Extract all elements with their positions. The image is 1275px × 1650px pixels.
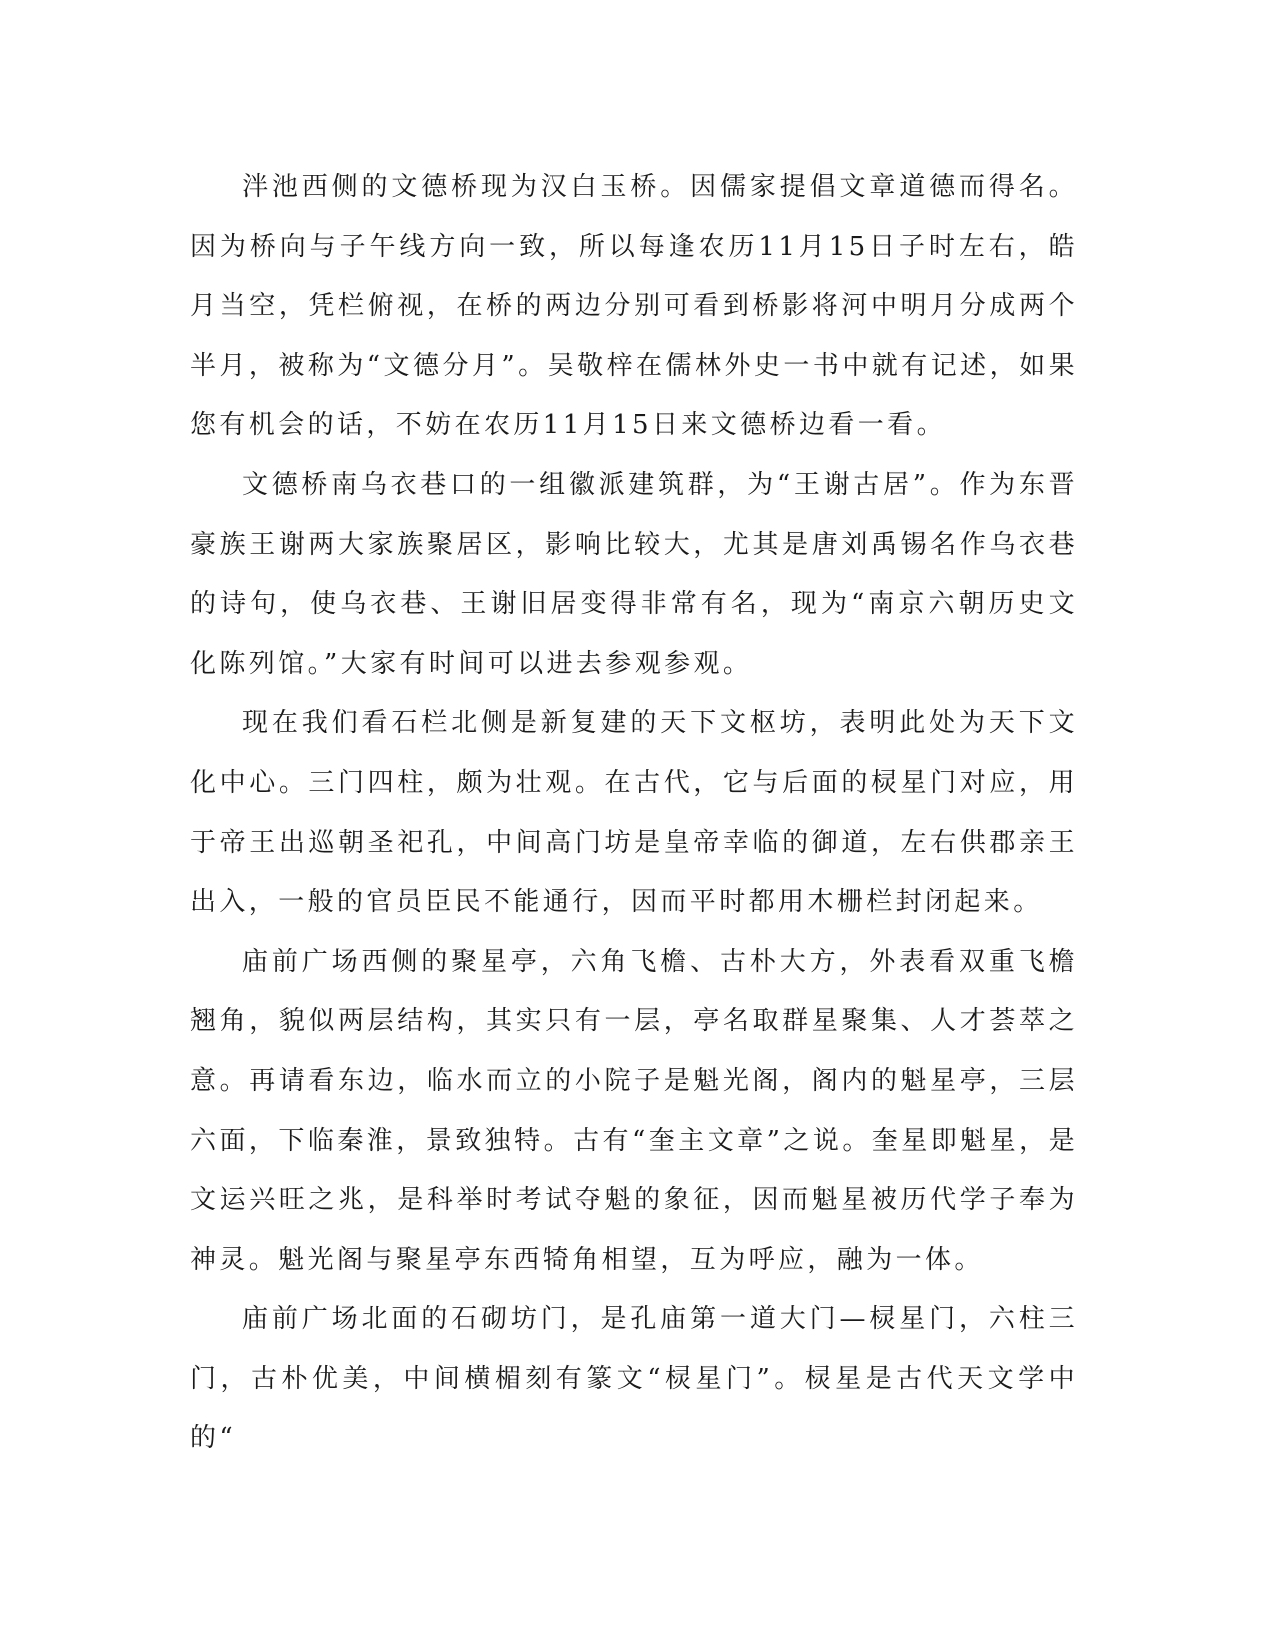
- paragraph-tianxia-wenshu-gate: 现在我们看石栏北侧是新复建的天下文枢坊，表明此处为天下文化中心。三门四柱，颇为壮观。在古代，它与后面的棂星门对应，用于帝王出巡朝圣祀孔，中间高门坊是皇帝幸临的御道，左右供郡亲王出入，一般的官员臣民不能通行，因而平时都用木栅栏封闭起来。: [190, 708, 1078, 918]
- paragraph-wangxie-residence: 文德桥南乌衣巷口的一组徽派建筑群，为“王谢古居”。作为东晋豪族王谢两大家族聚居区，影响比较大，尤其是唐刘禹锡名作乌衣巷的诗句，使乌衣巷、王谢旧居变得非常有名，现为“南京六朝历史文化陈列馆。”大家有时间可以进去参观参观。: [190, 469, 1078, 679]
- paragraph-juxing-pavilion: 庙前广场西侧的聚星亭，六角飞檐、古朴大方，外表看双重飞檐翘角，貌似两层结构，其实只有一层，亭名取群星聚集、人才荟萃之意。再请看东边，临水而立的小院子是魁光阁，阁内的魁星亭，三层六面，下临秦淮，景致独特。古有“奎主文章”之说。奎星即魁星，是文运兴旺之兆，是科举时考试夺魁的象征，因而魁星被历代学子奉为神灵。魁光阁与聚星亭东西犄角相望，互为呼应，融为一体。: [190, 946, 1078, 1275]
- paragraph-wende-bridge: 泮池西侧的文德桥现为汉白玉桥。因儒家提倡文章道德而得名。因为桥向与子午线方向一致，所以每逢农历11月15日子时左右，皓月当空，凭栏俯视，在桥的两边分别可看到桥影将河中明月分成两个半月，被称为“文德分月”。吴敬梓在儒林外史一书中就有记述，如果您有机会的话，不妨在农历11月15日来文德桥边看一看。: [190, 172, 1078, 441]
- paragraph-lingxing-gate: 庙前广场北面的石砌坊门，是孔庙第一道大门—棂星门，六柱三门，古朴优美，中间横楣刻有篆文“棂星门”。棂星是古代天文学中的“: [190, 1304, 1078, 1454]
- document-body: [190, 158, 1078, 1469]
